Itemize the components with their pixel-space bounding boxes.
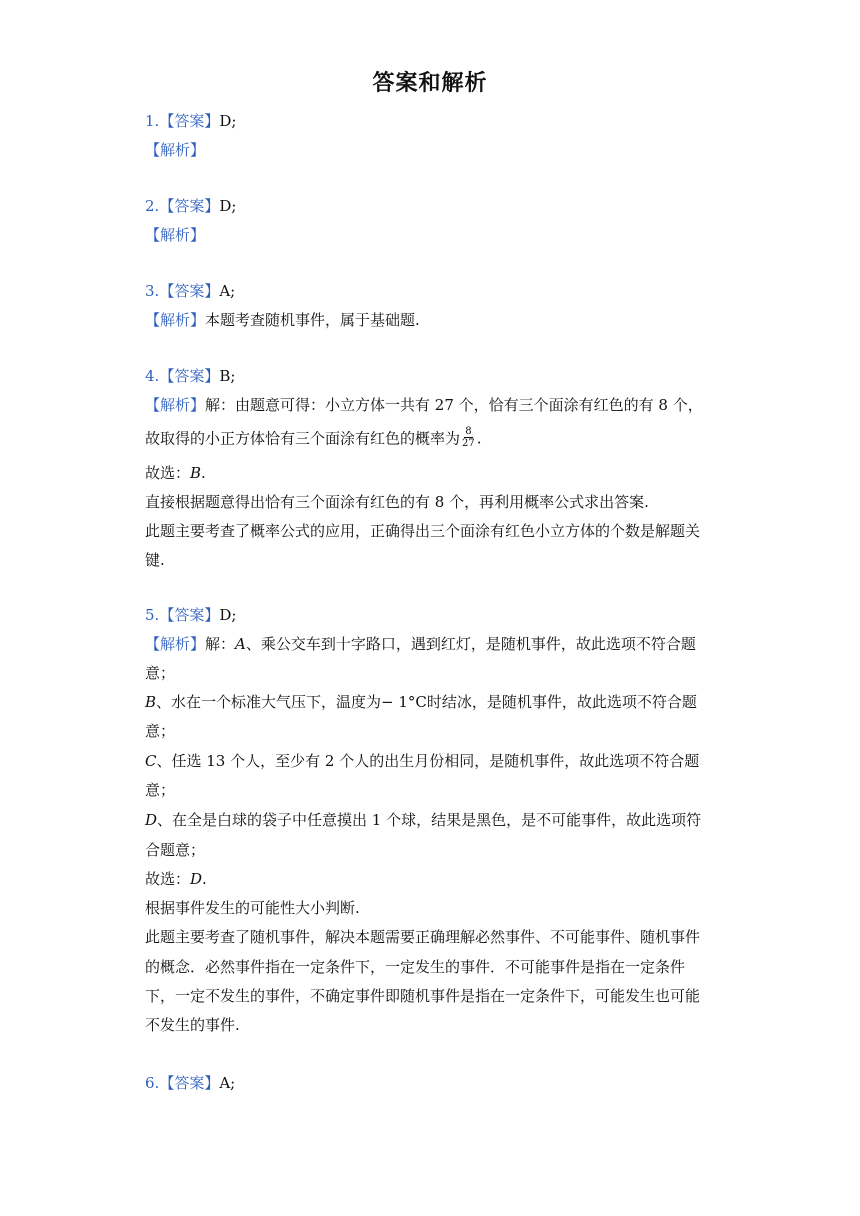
q5-option-d-line: [145, 810, 701, 830]
q6-number: 6.: [145, 1074, 160, 1092]
fraction-denominator: 27: [462, 438, 475, 449]
q5-option-b: B: [145, 693, 157, 711]
q2-answer-line: [145, 196, 236, 216]
q5-a-prefix: 解：: [205, 635, 236, 653]
q5-option-c-text-2: 意；: [145, 781, 176, 799]
q5-option-a-line-2: [145, 663, 175, 683]
answer-tag: 【答案】: [159, 112, 220, 130]
q5-option-d-text: 、在全是白球的袋子中任意摸出 1 个球，结果是黑色，是不可能事件，故此选项符: [157, 811, 702, 829]
q5-option-b-line-2: [145, 721, 175, 741]
q4-answer-line: [145, 366, 235, 386]
page-title: 答案和解析: [372, 71, 488, 96]
q2-answer: D;: [219, 197, 237, 215]
q4-analysis-line-1: [145, 395, 703, 415]
q5-choose-prefix: 故选：: [145, 870, 191, 888]
q5-option-b-line: [145, 692, 697, 712]
probability-fraction: [461, 426, 476, 449]
q5-judge-text: 根据事件发生的可能性大小判断.: [145, 899, 360, 917]
answer-tag: 【答案】: [159, 367, 220, 385]
q4-text-2: 故取得的小正方体恰有三个面涂有红色的概率为: [145, 429, 461, 448]
q6-answer-line: [145, 1073, 235, 1093]
q5-option-a-text-2: 意；: [145, 664, 176, 682]
q5-number: 5.: [145, 606, 160, 624]
q2-analysis-line: [145, 225, 205, 245]
q3-number: 3.: [145, 282, 160, 300]
q5-option-c-line: [145, 751, 699, 771]
q1-answer: D;: [219, 112, 237, 130]
answer-tag: 【答案】: [159, 197, 220, 215]
q4-text-1: 解：由题意可得：小立方体一共有 27 个，恰有三个面涂有红色的有 8 个，: [205, 396, 703, 414]
analysis-tag: 【解析】: [145, 311, 206, 329]
q1-answer-line: [145, 111, 236, 131]
answer-tag: 【答案】: [159, 1074, 220, 1092]
q4-text-4: 直接根据题意得出恰有三个面涂有红色的有 8 个，再利用概率公式求出答案.: [145, 493, 649, 511]
answer-tag: 【答案】: [159, 282, 220, 300]
q5-summary-line-2: [145, 957, 685, 977]
answer-tag: 【答案】: [159, 606, 220, 624]
q5-judge-line: [145, 898, 360, 918]
q5-answer: D;: [219, 606, 237, 624]
q4-number: 4.: [145, 367, 160, 385]
q5-option-a: A: [235, 635, 246, 653]
q5-option-d-line-2: [145, 840, 205, 860]
analysis-tag: 【解析】: [145, 141, 206, 159]
q4-text-6: 键.: [145, 551, 165, 569]
q4-text-5: 此题主要考查了概率公式的应用，正确得出三个面涂有红色小立方体的个数是解题关: [145, 522, 701, 540]
q5-summary-4: 不发生的事件.: [145, 1016, 240, 1034]
q5-option-c: C: [145, 752, 157, 770]
q5-choose-end: .: [202, 870, 207, 888]
q3-answer-line: [145, 281, 235, 301]
fraction-numerator: 8: [465, 426, 472, 437]
q5-option-a-text: 、乘公交车到十字路口，遇到红灯，是随机事件，故此选项不符合题: [245, 635, 696, 653]
q4-choose-end: .: [201, 464, 206, 482]
q4-choose-line: [145, 463, 206, 483]
q4-method-line: [145, 492, 649, 512]
q6-answer: A;: [219, 1074, 236, 1092]
q4-analysis-line-2: [145, 428, 482, 451]
q5-choose-line: [145, 869, 207, 889]
q4-answer: B;: [219, 367, 236, 385]
q5-summary-line-1: [145, 927, 700, 947]
q5-summary-line-4: [145, 1015, 240, 1035]
q4-summary-line-2: [145, 550, 165, 570]
q2-number: 2.: [145, 197, 160, 215]
q5-option-a-line: [145, 634, 696, 654]
q1-number: 1.: [145, 112, 160, 130]
q3-answer: A;: [219, 282, 236, 300]
q3-analysis-text: 本题考查随机事件，属于基础题.: [205, 311, 420, 329]
q5-option-c-line-2: [145, 780, 175, 800]
q4-text-2-end: .: [476, 429, 482, 448]
q3-analysis-line: [145, 310, 420, 330]
q5-option-c-text: 、任选 13 个人，至少有 2 个人的出生月份相同，是随机事件，故此选项不符合题: [156, 752, 700, 770]
q4-summary-line-1: [145, 521, 700, 541]
q5-option-b-text: 、水在一个标准大气压下，温度为− 1°C时结冰，是随机事件，故此选项不符合题: [156, 693, 697, 711]
q5-summary-2: 的概念．必然事件指在一定条件下，一定发生的事件．不可能事件是指在一定条件: [145, 958, 686, 976]
q5-option-d-text-2: 合题意；: [145, 841, 206, 859]
q5-answer-line: [145, 605, 236, 625]
analysis-tag: 【解析】: [145, 635, 206, 653]
analysis-tag: 【解析】: [145, 396, 206, 414]
q5-option-b-text-2: 意；: [145, 722, 176, 740]
q1-analysis-line: [145, 140, 205, 160]
q5-summary-3: 下，一定不发生的事件，不确定事件即随机事件是指在一定条件下，可能发生也可能: [145, 987, 701, 1005]
analysis-tag: 【解析】: [145, 226, 206, 244]
q5-summary-line-3: [145, 986, 700, 1006]
q4-choose-option: B: [190, 464, 202, 482]
q5-option-d: D: [145, 811, 158, 829]
q5-choose-option: D: [190, 870, 203, 888]
q5-summary-1: 此题主要考查了随机事件，解决本题需要正确理解必然事件、不可能事件、随机事件: [145, 928, 701, 946]
q4-choose-prefix: 故选：: [145, 464, 191, 482]
